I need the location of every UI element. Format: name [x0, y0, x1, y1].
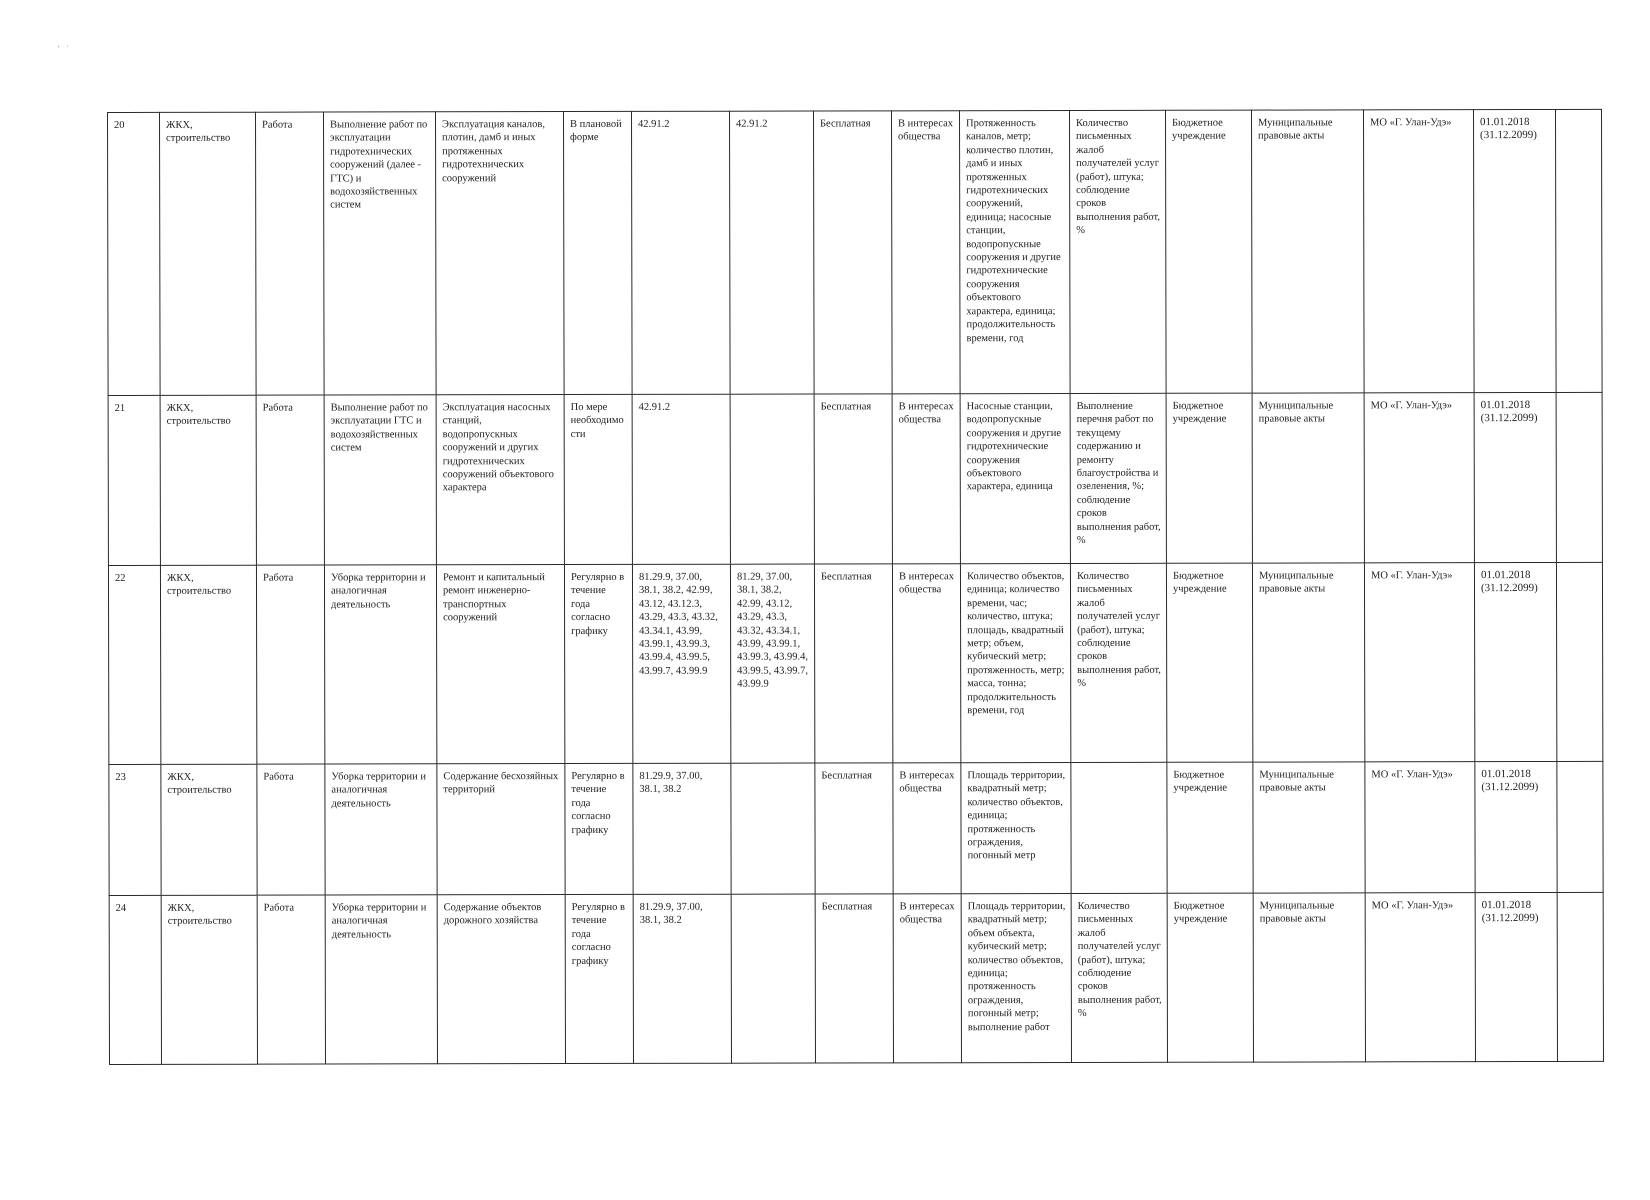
dates-cell: 01.01.2018 (31.12.2099): [1475, 761, 1557, 892]
services-registry-table: [107, 109, 1604, 1065]
quality-indicators-cell: Количество письменных жалоб получателей услуг (работ), штука; соблюдение сроков выполнения работ, %: [1069, 110, 1166, 393]
content-cell: Содержание бесхозяйных территорий: [437, 764, 565, 895]
volume-indicators-cell: Протяженность каналов, метр; количество плотин, дамб и иных протяженных гидротехнических сооружений, единица; насосные станции, водопропускные сооружения и другие гидротехнические сооружения объектового характера, единица; продолжительность времени, год: [959, 110, 1070, 393]
extra-cell: [1556, 392, 1602, 562]
payment-cell: Бесплатная: [814, 564, 892, 763]
institution-type-cell: Бюджетное учреждение: [1166, 393, 1252, 563]
volume-indicators-cell: Количество объектов, единица; количество времени, час; количество, штука; площадь, квадратный метр; объем, кубический метр; протяженность, метр; масса, тонна; продолжительность времени, год: [960, 563, 1070, 762]
row-number: 24: [109, 895, 161, 1064]
scan-artifact: ' ˙: [58, 44, 71, 54]
institution-type-cell: Бюджетное учреждение: [1167, 893, 1253, 1062]
okpd-cell: [731, 763, 815, 894]
table-row: [109, 761, 1603, 895]
consumers-cell: В интересах общества: [893, 894, 961, 1063]
okved-cell: 81.29.9, 37.00, 38.1, 38.2, 42.99, 43.12, 43.12.3, 43.29, 43.3, 43.32, 43.34.1, 43.99, 43.99.1, 43.99.3, 43.99.4, 43.99.5, 43.99.7, 43.99.9: [632, 564, 730, 763]
form-cell: Регулярно в течение года согласно графику: [565, 894, 633, 1063]
extra-cell: [1556, 562, 1602, 761]
okpd-cell: 81.29, 37.00, 38.1, 38.2, 42.99, 43.12, 43.29, 43.3, 43.32, 43.34.1, 43.99, 43.99.1, 43.99.3, 43.99.4, 43.99.5, 43.99.7, 43.99.9: [730, 564, 814, 763]
consumers-cell: В интересах общества: [892, 394, 960, 564]
payment-cell: Бесплатная: [815, 894, 893, 1063]
legal-acts-cell: Муниципальные правовые акты: [1253, 893, 1365, 1062]
activity-cell: Уборка территории и аналогичная деятельность: [325, 764, 437, 895]
form-cell: Регулярно в течение года согласно графику: [565, 763, 633, 894]
okpd-cell: [730, 394, 814, 564]
content-cell: Эксплуатация каналов, плотин, дамб и иных протяженных гидротехнических сооружений: [436, 112, 565, 395]
quality-indicators-cell: [1071, 762, 1167, 893]
legal-acts-cell: Муниципальные правовые акты: [1252, 393, 1364, 563]
sphere-cell: ЖКХ, строительство: [160, 565, 256, 764]
dates-cell: 01.01.2018 (31.12.2099): [1474, 562, 1556, 761]
consumers-cell: В интересах общества: [892, 564, 960, 763]
form-cell: В плановой форме: [564, 111, 633, 394]
consumers-cell: В интересах общества: [891, 111, 960, 394]
okved-cell: 81.29.9, 37.00, 38.1, 38.2: [633, 763, 731, 894]
content-cell: Эксплуатация насосных станций, водопропускных сооружений и других гидротехнических сооружений объектового характера: [436, 395, 564, 565]
okved-cell: 81.29.9, 37.00, 38.1, 38.2: [633, 894, 731, 1063]
okpd-cell: 42.91.2: [729, 111, 814, 394]
legal-acts-cell: Муниципальные правовые акты: [1253, 762, 1365, 893]
institution-type-cell: Бюджетное учреждение: [1165, 110, 1252, 393]
content-cell: Ремонт и капитальный ремонт инженерно-транспортных сооружений: [436, 565, 564, 764]
payment-cell: Бесплатная: [814, 394, 892, 564]
volume-indicators-cell: Площадь территории, квадратный метр; объем объекта, кубический метр; количество объектов, единица; протяженность ограждения, погонный метр; выполнение работ: [961, 893, 1071, 1062]
quality-indicators-cell: Количество письменных жалоб получателей услуг (работ), штука; соблюдение сроков выполнения работ, %: [1070, 563, 1166, 762]
okved-cell: 42.91.2: [632, 394, 730, 564]
volume-indicators-cell: Насосные станции, водопропускные сооружения и другие гидротехнические сооружения объектового характера, единица: [960, 393, 1070, 563]
form-cell: По мере необходимости: [564, 394, 632, 564]
table-row: [108, 109, 1603, 395]
founder-cell: МО «Г. Улан-Удэ»: [1365, 762, 1475, 893]
payment-cell: Бесплатная: [813, 111, 892, 394]
form-cell: Регулярно в течение года согласно графику: [564, 564, 632, 763]
activity-cell: Уборка территории и аналогичная деятельность: [325, 895, 437, 1064]
row-number: 22: [108, 565, 160, 764]
founder-cell: МО «Г. Улан-Удэ»: [1364, 563, 1474, 762]
row-number: 21: [108, 395, 160, 565]
quality-indicators-cell: Выполнение перечня работ по текущему содержанию и ремонту благоустройства и озеленения, %; соблюдение сроков выполнения работ, %: [1070, 393, 1166, 563]
payment-cell: Бесплатная: [815, 763, 893, 894]
kind-cell: Работа: [256, 565, 324, 764]
activity-cell: Выполнение работ по эксплуатации ГТС и водохозяйственных систем: [324, 395, 436, 565]
okved-cell: 42.91.2: [631, 111, 730, 394]
okpd-cell: [731, 894, 815, 1063]
kind-cell: Работа: [257, 764, 325, 895]
kind-cell: Работа: [257, 895, 325, 1064]
activity-cell: Выполнение работ по эксплуатации гидротехнических сооружений (далее - ГТС) и водохозяйственных систем: [324, 112, 437, 395]
extra-cell: [1557, 892, 1603, 1061]
table-row: [108, 562, 1602, 764]
dates-cell: 01.01.2018 (31.12.2099): [1475, 892, 1557, 1061]
quality-indicators-cell: Количество письменных жалоб получателей услуг (работ), штука; соблюдение сроков выполнения работ, %: [1071, 893, 1167, 1062]
dates-cell: 01.01.2018 (31.12.2099): [1473, 109, 1556, 392]
sphere-cell: ЖКХ, строительство: [161, 895, 257, 1064]
founder-cell: МО «Г. Улан-Удэ»: [1363, 110, 1474, 393]
dates-cell: 01.01.2018 (31.12.2099): [1474, 392, 1556, 562]
extra-cell: [1557, 761, 1603, 892]
founder-cell: МО «Г. Улан-Удэ»: [1365, 893, 1475, 1062]
sphere-cell: ЖКХ, строительство: [160, 112, 257, 395]
kind-cell: Работа: [256, 395, 324, 565]
legal-acts-cell: Муниципальные правовые акты: [1251, 110, 1364, 393]
consumers-cell: В интересах общества: [893, 763, 961, 894]
sphere-cell: ЖКХ, строительство: [161, 764, 257, 895]
row-number: 23: [109, 764, 161, 895]
volume-indicators-cell: Площадь территории, квадратный метр; количество объектов, единица; протяженность ограждения, погонный метр: [961, 762, 1071, 893]
institution-type-cell: Бюджетное учреждение: [1166, 563, 1252, 762]
institution-type-cell: Бюджетное учреждение: [1167, 762, 1253, 893]
sphere-cell: ЖКХ, строительство: [160, 395, 256, 565]
row-number: 20: [108, 112, 161, 395]
activity-cell: Уборка территории и аналогичная деятельность: [324, 565, 436, 764]
extra-cell: [1555, 109, 1602, 392]
founder-cell: МО «Г. Улан-Удэ»: [1364, 393, 1474, 563]
kind-cell: Работа: [256, 112, 325, 395]
table-row: [108, 392, 1602, 565]
legal-acts-cell: Муниципальные правовые акты: [1252, 563, 1364, 762]
content-cell: Содержание объектов дорожного хозяйства: [437, 895, 565, 1064]
table-row: [109, 892, 1603, 1064]
